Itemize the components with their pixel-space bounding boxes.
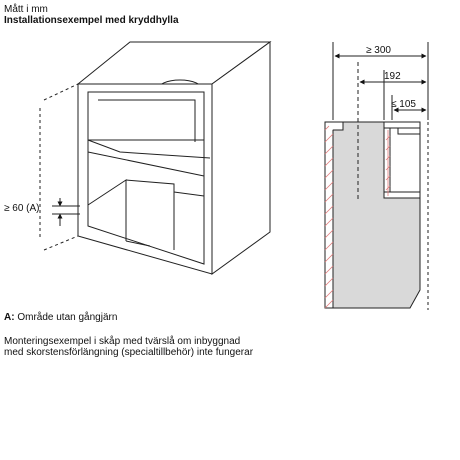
page-title: Installationsexempel med kryddhylla	[4, 15, 179, 26]
spice-shelf	[384, 122, 420, 128]
note-line-2: med skorstensförlängning (specialtillbehör) inte fungerar	[4, 347, 254, 358]
gap-dimension-label: ≥ 60 (A)	[4, 203, 40, 214]
duct-area	[333, 122, 420, 308]
units-note: Mått i mm	[4, 4, 48, 15]
depth-shelf-label: ≤ 105	[391, 99, 416, 110]
depth-mid-label: 192	[384, 71, 401, 82]
section-view	[325, 42, 428, 310]
wall-guide	[44, 84, 78, 100]
legend-area-a: A: Område utan gångjärn	[4, 312, 118, 323]
cabinet-perspective	[40, 42, 270, 274]
depth-total-label: ≥ 300	[366, 45, 391, 56]
note-line-1: Monteringsexempel i skåp med tvärslå om inbyggnad	[4, 336, 241, 347]
cabinet-front	[78, 84, 212, 274]
legend-area-a-text: Område utan gångjärn	[17, 312, 118, 323]
